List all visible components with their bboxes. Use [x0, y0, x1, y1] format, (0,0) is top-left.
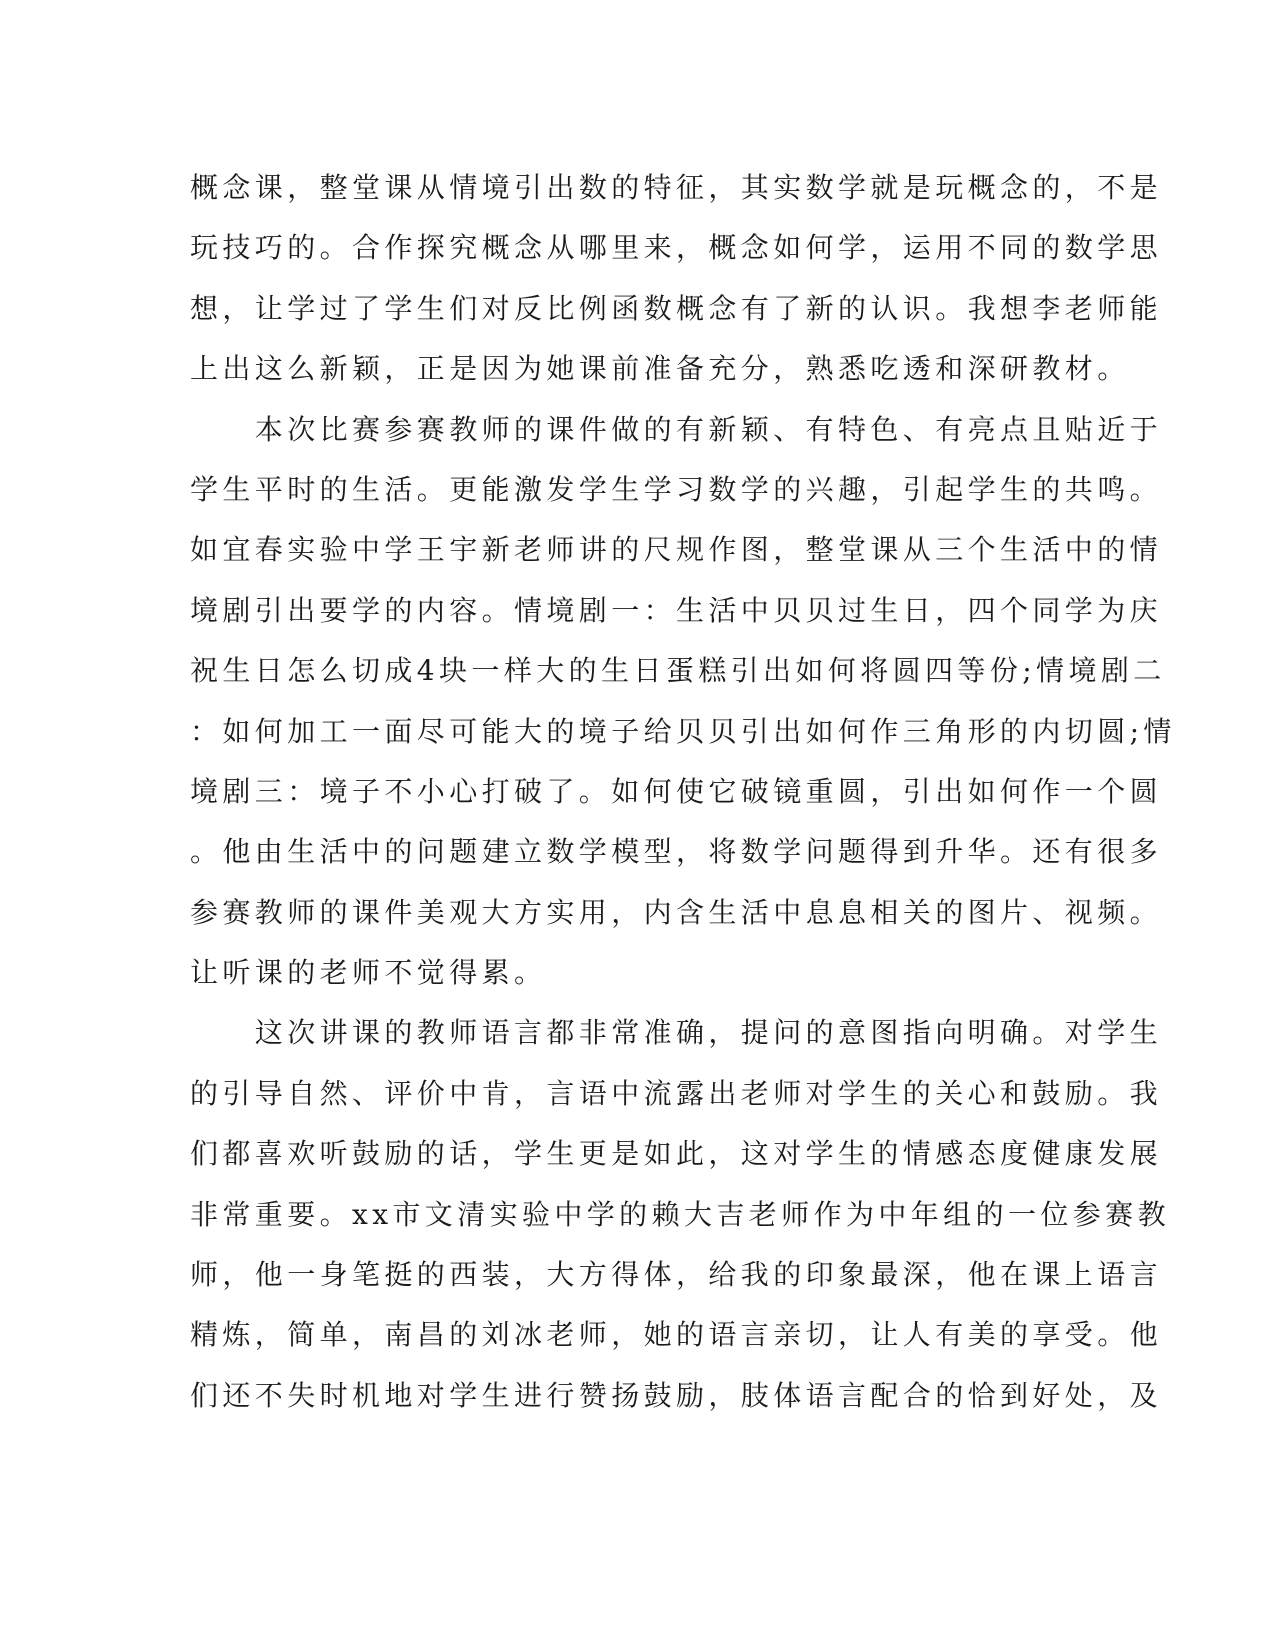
- text-line: 想，让学过了学生们对反比例函数概念有了新的认识。我想李老师能: [190, 291, 1163, 325]
- text-line: 如宜春实验中学王宇新老师讲的尺规作图，整堂课从三个生活中的情: [190, 533, 1163, 567]
- text-line: 玩技巧的。合作探究概念从哪里来，概念如何学，运用不同的数学思: [190, 231, 1163, 265]
- text-line: 。他由生活中的问题建立数学模型，将数学问题得到升华。还有很多: [190, 835, 1163, 869]
- text-line: 参赛教师的课件美观大方实用，内含生活中息息相关的图片、视频。: [190, 895, 1163, 929]
- text-line: 的引导自然、评价中肯，言语中流露出老师对学生的关心和鼓励。我: [190, 1076, 1163, 1110]
- text-line: 们还不失时机地对学生进行赞扬鼓励，肢体语言配合的恰到好处，及: [190, 1378, 1163, 1412]
- text-line: 上出这么新颖，正是因为她课前准备充分，熟悉吃透和深研教材。: [190, 352, 1130, 386]
- text-line: 们都喜欢听鼓励的话，学生更是如此，这对学生的情感态度健康发展: [190, 1137, 1163, 1171]
- text-line: 让听课的老师不觉得累。: [190, 956, 547, 990]
- text-line: 境剧三：境子不小心打破了。如何使它破镜重圆，引出如何作一个圆: [190, 774, 1163, 808]
- text-line: 境剧引出要学的内容。情境剧一：生活中贝贝过生日，四个同学为庆: [190, 593, 1163, 627]
- text-line: 本次比赛参赛教师的课件做的有新颖、有特色、有亮点且贴近于: [190, 412, 1163, 446]
- text-line: 概念课，整堂课从情境引出数的特征，其实数学就是玩概念的，不是: [190, 171, 1163, 204]
- text-line: 非常重要。xx市文清实验中学的赖大吉老师作为中年组的一位参赛教: [190, 1197, 1170, 1231]
- text-line: 这次讲课的教师语言都非常准确，提问的意图指向明确。对学生: [190, 1016, 1163, 1050]
- text-line: 学生平时的生活。更能激发学生学习数学的兴趣，引起学生的共鸣。: [190, 472, 1163, 506]
- text-line: 祝生日怎么切成4块一样大的生日蛋糕引出如何将圆四等份;情境剧二: [190, 654, 1166, 688]
- text-line: ：如何加工一面尽可能大的境子给贝贝引出如何作三角形的内切圆;情: [190, 714, 1176, 748]
- text-line: 精炼，简单，南昌的刘冰老师，她的语言亲切，让人有美的享受。他: [190, 1318, 1163, 1352]
- text-line: 师，他一身笔挺的西装，大方得体，给我的印象最深，他在课上语言: [190, 1258, 1163, 1292]
- document-body: [190, 158, 1176, 1426]
